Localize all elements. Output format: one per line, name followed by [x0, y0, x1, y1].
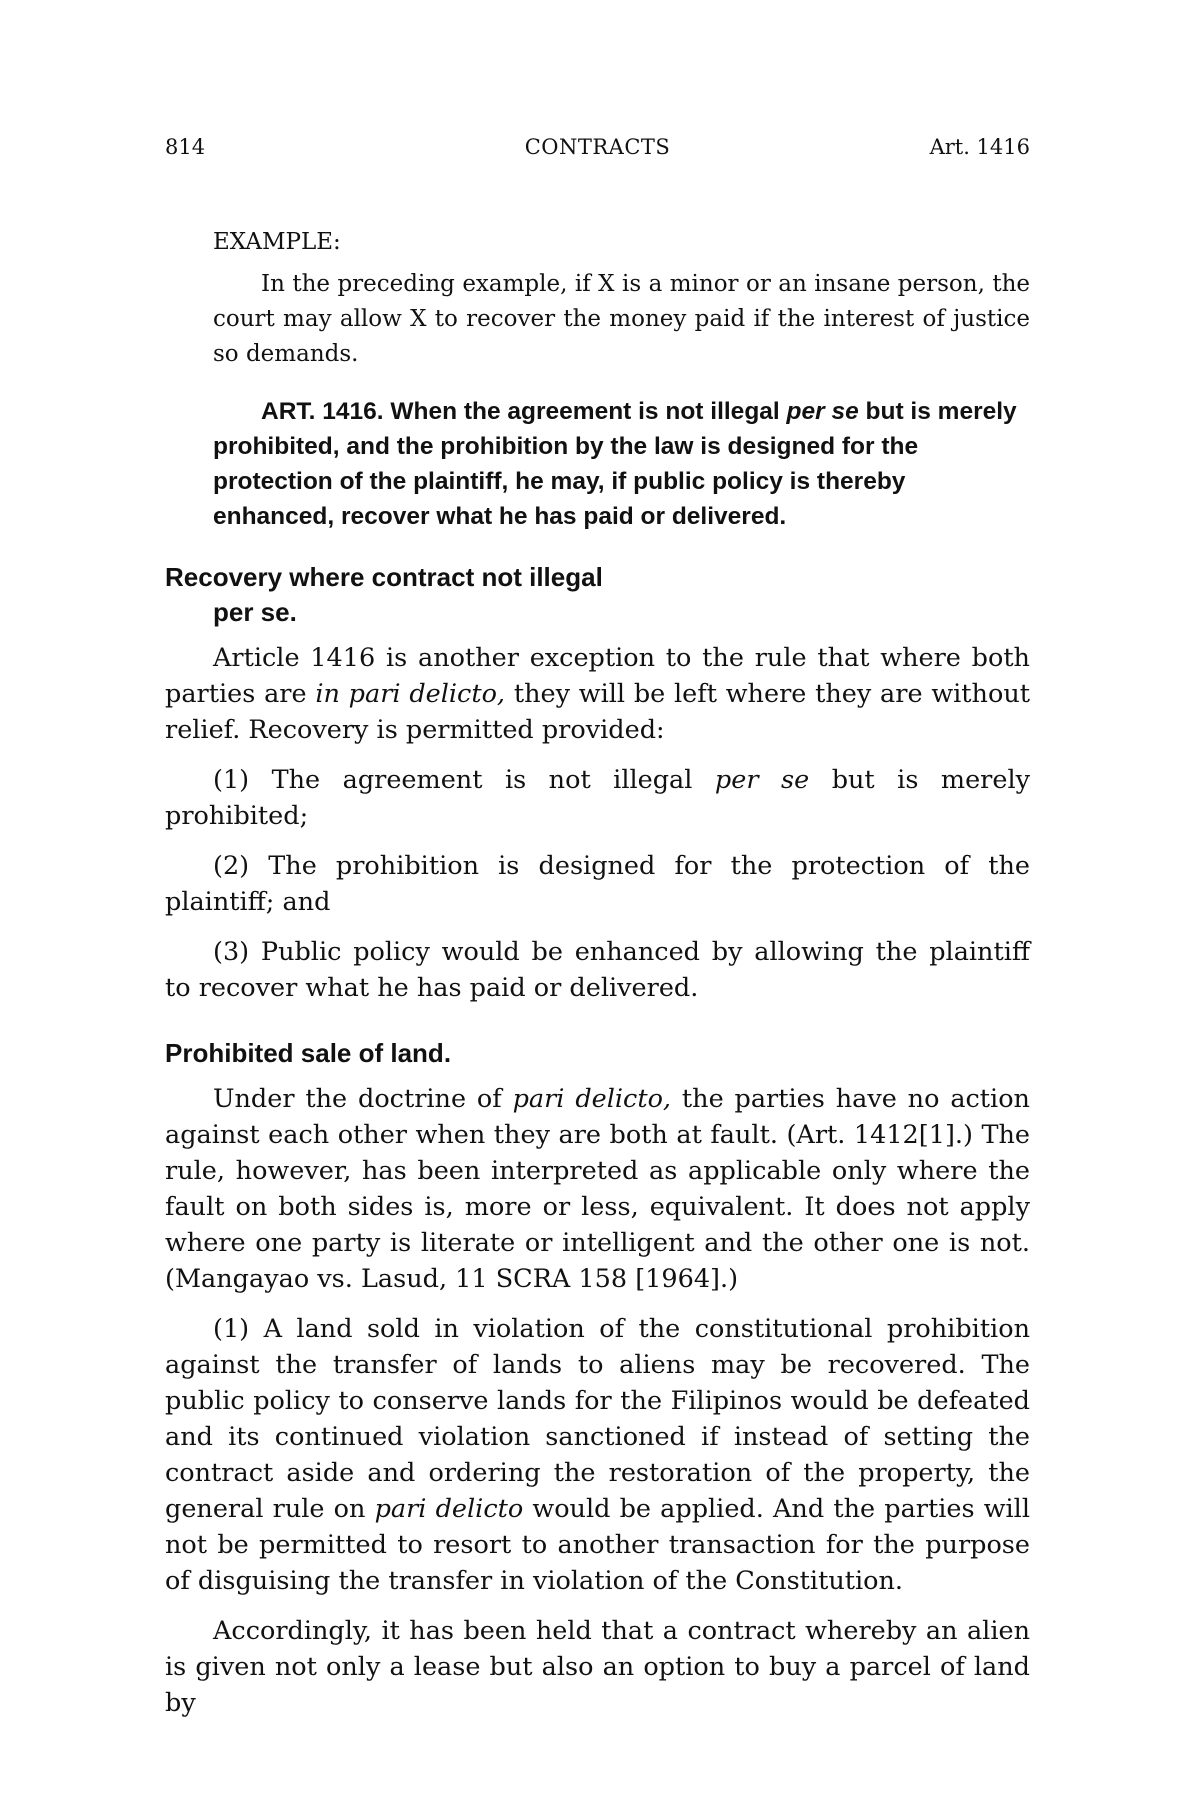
p2-italic: pari delicto	[374, 1494, 524, 1524]
article-reference: Art. 1416	[929, 135, 1030, 159]
book-page	[165, 135, 1030, 1735]
p2-text-a: (1) A land sold in violation of the constitutional prohibition against the transfer of lands to aliens may be recovered. The public policy to conserve lands for the Filipinos would be defeated and its continued violation sanctioned if instead of setting the contract aside and ordering the restoration of the property, the general rule on	[165, 1314, 1030, 1524]
paragraph-accordingly: Accordingly, it has been held that a contract whereby an alien is given not only a lease but also an option to buy a parcel of land by	[165, 1616, 1030, 1718]
example-text: In the preceding example, if X is a minor or an insane person, the court may allow X to recover the money paid if the interest of justice so demands.	[213, 271, 1030, 367]
article-rest: but is merely prohibited, and the prohibition by the law is designed for the protection of the plaintiff, he may, if public policy is thereby enhanced, recover what he has paid or delivered.	[213, 398, 1017, 530]
intro-text-b: they will be left where they are without relief. Recovery is permitted provided:	[165, 679, 1030, 745]
article-italic: per se	[786, 398, 859, 425]
example-label: EXAMPLE:	[213, 229, 341, 255]
heading-line-2: per se.	[213, 597, 297, 627]
article-lead: ART. 1416. When the agreement is not illegal	[261, 398, 787, 425]
running-head	[165, 135, 1030, 165]
paragraph-intro	[165, 640, 1030, 748]
p1-text-b: the parties have no action against each other when they are both at fault. (Art. 1412[1].) The rule, however, has been interpreted as applicable only where the fault on both sides is, more or less, equivalent. It does not apply where one party is literate or intelligent and the other one is not. (Mangayao vs. Lasud, 11 SCRA 158 [1964].)	[165, 1084, 1030, 1294]
paragraph-land-sold	[165, 1311, 1030, 1599]
intro-text-a: Article 1416 is another exception to the rule that where both parties are	[165, 643, 1030, 709]
p2-text-b: would be applied. And the parties will not be permitted to resort to another transaction for the purpose of disguising the transfer in violation of the Constitution.	[165, 1494, 1030, 1596]
item1-italic: per se	[714, 765, 810, 795]
p1-text-a: Under the doctrine of	[213, 1084, 513, 1114]
article-text	[213, 394, 1030, 534]
heading-line-1: Recovery where contract not illegal	[165, 562, 603, 592]
paragraph-pari-delicto	[165, 1081, 1030, 1297]
list-item-2: (2) The prohibition is designed for the protection of the plaintiff; and	[165, 851, 1030, 917]
list-item-3: (3) Public policy would be enhanced by allowing the plaintiff to recover what he has paid or delivered.	[165, 937, 1030, 1003]
p1-italic: pari delicto,	[512, 1084, 672, 1114]
intro-italic: in pari delicto,	[315, 679, 506, 709]
section-heading-prohibited-sale: Prohibited sale of land.	[165, 1038, 452, 1068]
item1-text-a: (1) The agreement is not illegal	[213, 765, 715, 795]
section-heading-recovery	[165, 560, 1030, 630]
list-item-1	[165, 762, 1030, 834]
item1-text-b: but is merely prohibited;	[165, 765, 1031, 831]
page-number: 814	[165, 135, 206, 159]
running-title: CONTRACTS	[524, 135, 671, 159]
